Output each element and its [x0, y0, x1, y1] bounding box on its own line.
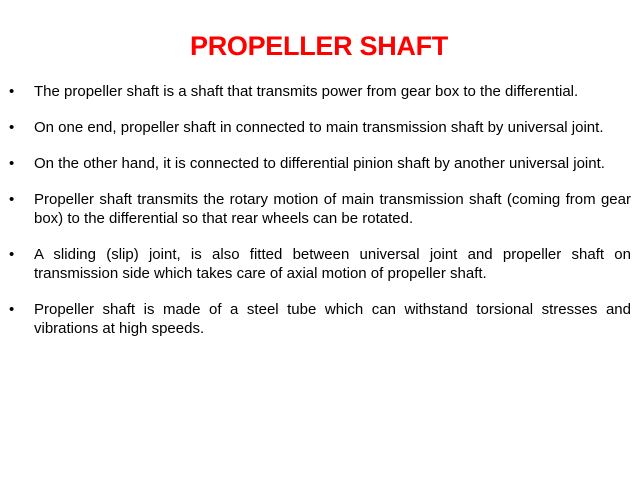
bullet-icon: • [9, 83, 15, 100]
bullet-text: On the other hand, it is connected to differential pinion shaft by another universal joint. [34, 155, 605, 172]
bullet-text: A sliding (slip) joint, is also fitted between universal joint and propeller shaft on transmission side which takes care of axial motion of propeller shaft. [34, 246, 631, 282]
bullet-list [9, 82, 631, 338]
bullet-text: On one end, propeller shaft in connected to main transmission shaft by universal joint. [34, 119, 604, 136]
bullet-icon: • [9, 301, 15, 318]
bullet-item [9, 245, 631, 283]
bullet-item [9, 190, 631, 228]
bullet-item [9, 118, 631, 137]
bullet-icon: • [9, 191, 15, 208]
bullet-item [9, 82, 631, 101]
bullet-icon: • [9, 155, 15, 172]
bullet-text: Propeller shaft is made of a steel tube which can withstand torsional stresses and vibrations at high speeds. [34, 301, 631, 337]
slide-title: PROPELLER SHAFT [189, 31, 448, 61]
bullet-item [9, 154, 631, 173]
bullet-text: The propeller shaft is a shaft that transmits power from gear box to the differential. [34, 83, 579, 100]
bullet-text: Propeller shaft transmits the rotary motion of main transmission shaft (coming from gear box) to the differential so that rear wheels can be rotated. [34, 191, 631, 227]
bullet-icon: • [9, 246, 15, 263]
bullet-item [9, 300, 631, 338]
bullet-icon: • [9, 119, 15, 136]
